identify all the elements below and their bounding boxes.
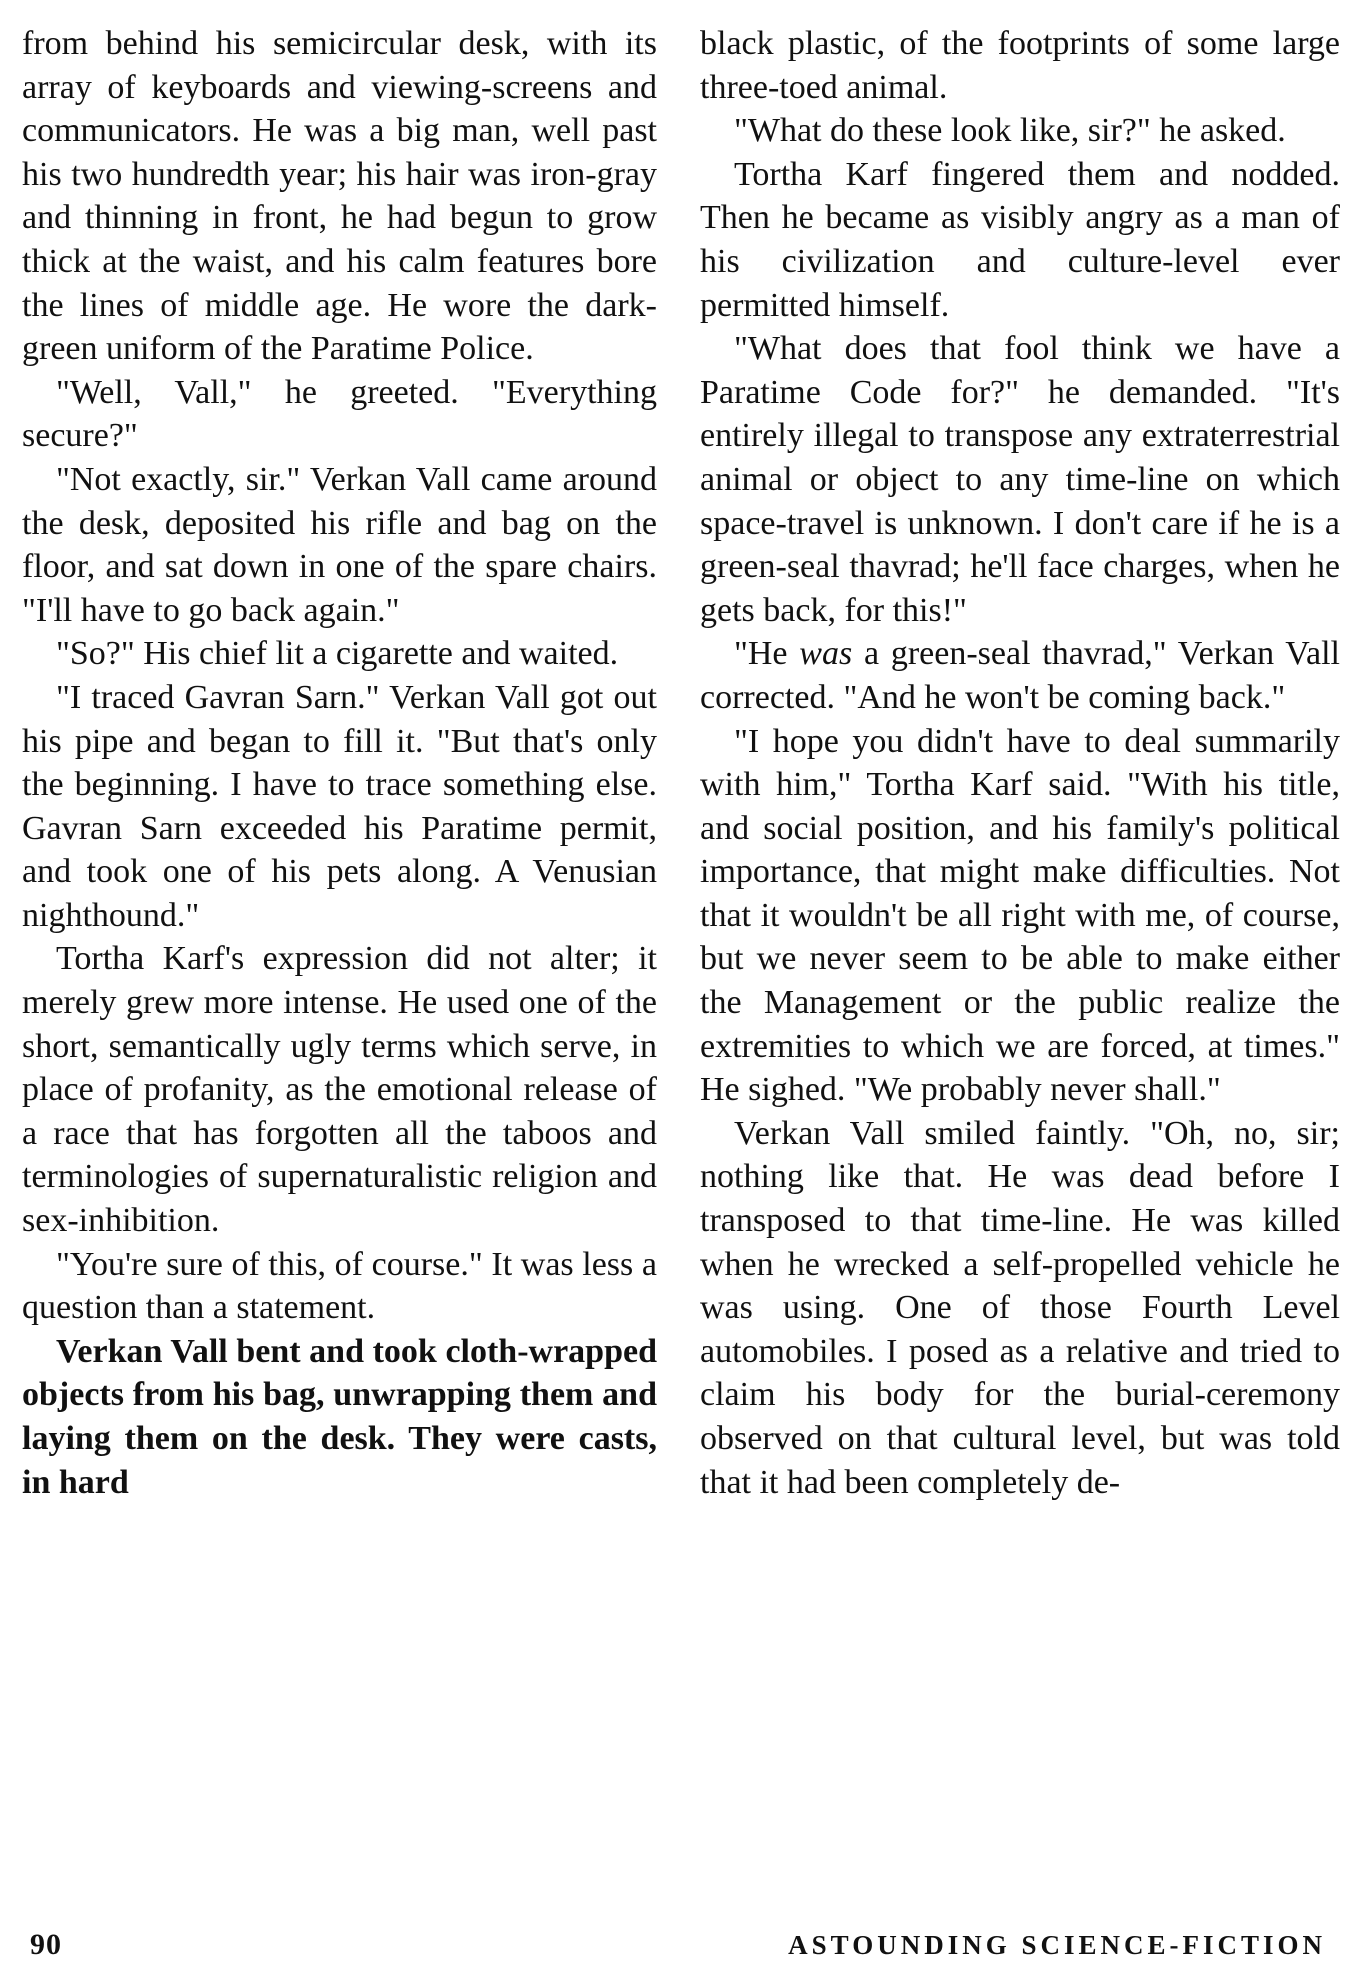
paragraph: "I hope you didn't have to deal summarily with him," Tortha Karf said. "With his title, and social position, and his family's political importance, that might make difficulties. Not that it wouldn't be all right with me, of course, but we never seem to be able to make either the Management or the public realize the extremities to which we are forced, at times." He sighed. "We probably never shall."	[700, 722, 1340, 1109]
emphasized-word: was	[799, 635, 853, 673]
running-footer-title: ASTOUNDING SCIENCE-FICTION	[788, 1930, 1326, 1960]
paragraph: "You're sure of this, of course." It was less a question than a statement.	[22, 1245, 657, 1327]
text-column-left	[22, 22, 657, 1504]
paragraph: "Not exactly, sir." Verkan Vall came around the desk, deposited his rifle and bag on the floor, and sat down in one of the spare chairs. "I'll have to go back again."	[22, 460, 657, 629]
paragraph: "What do these look like, sir?" he asked.	[734, 112, 1286, 150]
paragraph-text: "He	[734, 635, 800, 673]
paragraph: Verkan Vall bent and took cloth-wrapped objects from his bag, unwrapping them and laying them on the desk. They were casts, in hard	[22, 1332, 657, 1501]
paragraph: "So?" His chief lit a cigarette and waited.	[56, 635, 619, 673]
paragraph: "Well, Vall," he greeted. "Everything secure?"	[22, 373, 657, 455]
paragraph	[700, 632, 1340, 719]
text-column-right	[700, 22, 1340, 1504]
paragraph: Verkan Vall smiled faintly. "Oh, no, sir; nothing like that. He was dead before I transposed to that time-line. He was killed when he wrecked a self-propelled vehicle he was using. One of those Fourth Level automobiles. I posed as a relative and tried to claim his body for the burial-ceremony observed on that cultural level, but was told that it had been completely de-	[700, 1114, 1340, 1501]
paragraph: Tortha Karf's expression did not alter; it merely grew more intense. He used one of the short, semantically ugly terms which serve, in place of profanity, as the emotional release of a race that has forgotten all the taboos and terminologies of supernaturalistic religion and sex-inhibition.	[22, 940, 657, 1240]
paragraph: "I traced Gavran Sarn." Verkan Vall got out his pipe and began to fill it. "But that's only the beginning. I have to trace something else. Gavran Sarn exceeded his Paratime permit, and took one of his pets along. A Venusian nighthound."	[22, 678, 657, 934]
paragraph-text: a green-seal thavrad," Verkan Vall corrected. "And he won't be coming back."	[700, 635, 1340, 716]
paragraph: "What does that fool think we have a Paratime Code for?" he demanded. "It's entirely illegal to transpose any extraterrestrial animal or object to any time-line on which space-travel is unknown. I don't care if he is a green-seal thavrad; he'll face charges, when he gets back, for this!"	[700, 330, 1340, 629]
paragraph: Tortha Karf fingered them and nodded. Then he became as visibly angry as a man of his civilization and culture-level ever permitted himself.	[700, 155, 1340, 324]
page-number: 90	[30, 1928, 62, 1961]
paragraph: black plastic, of the footprints of some large three-toed animal.	[700, 25, 1340, 106]
paragraph: from behind his semicircular desk, with its array of keyboards and viewing-screens and communicators. He was a big man, well past his two hundredth year; his hair was iron-gray and thinning in front, he had begun to grow thick at the waist, and his calm features bore the lines of middle age. He wore the dark-green uniform of the Paratime Police.	[22, 25, 657, 368]
